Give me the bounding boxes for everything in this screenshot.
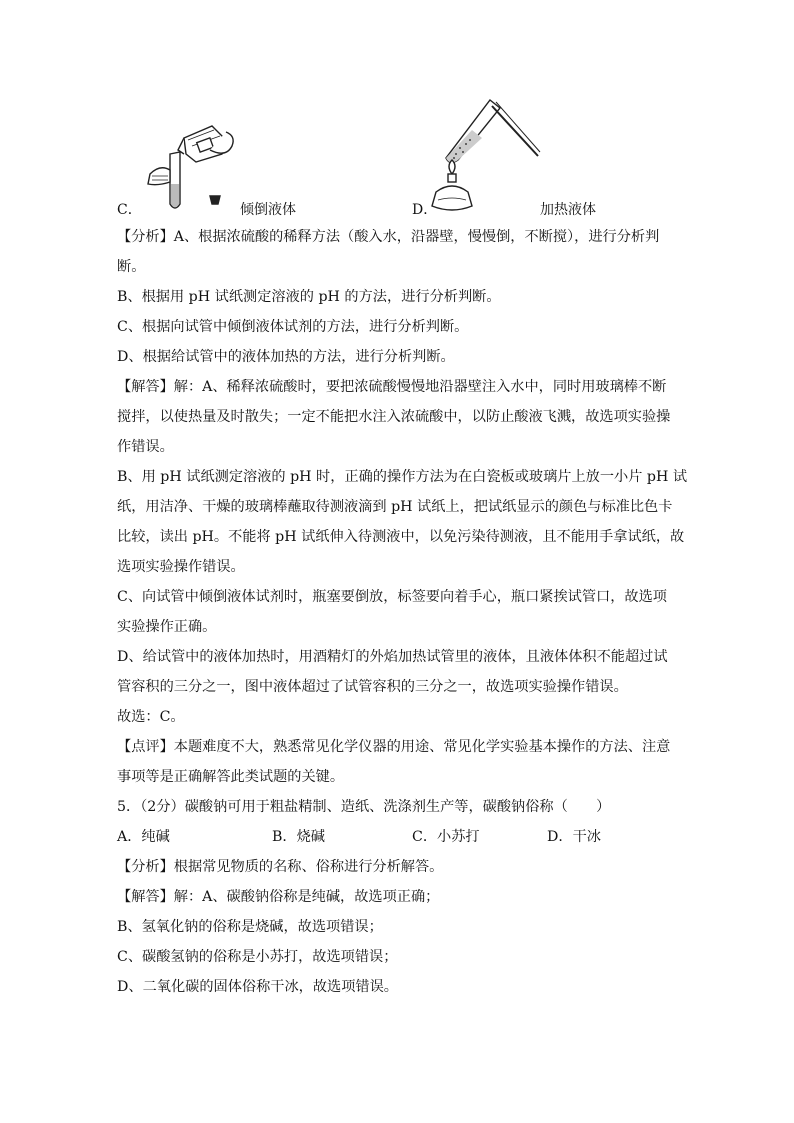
q4-analysis-line-2: 断。 [117, 259, 146, 275]
q4-comment-line-2: 事项等是正确解答此类试题的关键。 [117, 769, 345, 785]
option-d-letter: D． [412, 202, 438, 218]
solution-text [117, 222, 688, 1002]
q4-answer-b-line-3: 比较，读出 pH。不能将 pH 试纸伸入待测液中，以免污染待测液，且不能用手拿试纸，故 [117, 529, 685, 545]
q5-answer-a: 【解答】解：A、碳酸钠俗称是纯碱，故选项正确； [117, 889, 440, 905]
q4-choose: 故选：C。 [117, 709, 185, 725]
q4-answer-a-line-1: 【解答】解：A、稀释浓硫酸时，要把浓硫酸慢慢地沿器壁注入水中，同时用玻璃棒不断 [117, 379, 667, 395]
q4-answer-b-line-4: 选项实验操作错误。 [117, 559, 245, 575]
q5-answer-c: C、碳酸氢钠的俗称是小苏打，故选项错误； [117, 949, 398, 965]
q5-stem: 5．（2分）碳酸钠可用于粗盐精制、造纸、洗涤剂生产等，碳酸钠俗称（ ） [117, 799, 611, 815]
q4-analysis-d: D、根据给试管中的液体加热的方法，进行分析判断。 [117, 349, 455, 365]
q4-answer-b-line-2: 纸，用洁净、干燥的玻璃棒蘸取待测液滴到 pH 试纸上，把试纸显示的颜色与标准比色卡 [117, 499, 673, 515]
q5-answer-d: D、二氧化碳的固体俗称干冰，故选项错误。 [117, 979, 398, 995]
q5-answer-b: B、氢氧化钠的俗称是烧碱，故选项错误； [117, 919, 383, 935]
q5-analysis: 【分析】根据常见物质的名称、俗称进行分析解答。 [117, 859, 444, 875]
q5-choice-b: B．烧碱 [272, 829, 325, 845]
q5-choice-d: D．干冰 [547, 829, 601, 845]
q5-choices [117, 822, 679, 852]
q4-answer-a-line-3: 作错误。 [117, 439, 174, 455]
option-c-caption: 倾倒液体 [240, 202, 296, 218]
pouring-liquid-figure-icon [140, 124, 240, 214]
q4-answer-b-line-1: B、用 pH 试纸测定溶液的 pH 时，正确的操作方法为在白瓷板或玻璃片上放一小片 pH 试 [117, 469, 688, 485]
q4-analysis-b: B、根据用 pH 试纸测定溶液的 pH 的方法，进行分析判断。 [117, 289, 501, 305]
q4-answer-d-line-1: D、给试管中的液体加热时，用酒精灯的外焰加热试管里的液体，且液体体积不能超过试 [117, 649, 668, 665]
option-c-letter: C． [117, 202, 142, 218]
q4-analysis-line-1: 【分析】A、根据浓硫酸的稀释方法（酸入水，沿器壁，慢慢倒，不断搅），进行分析判 [117, 229, 660, 245]
heating-test-tube-figure-icon [430, 96, 545, 214]
q5-choice-c: C．小苏打 [412, 829, 480, 845]
q4-answer-a-line-2: 搅拌，以使热量及时散失；一定不能把水注入浓硫酸中，以防止酸液飞溅，故选项实验操 [117, 409, 671, 425]
q5-choice-a: A．纯碱 [117, 829, 170, 845]
q4-comment-line-1: 【点评】本题难度不大，熟悉常见化学仪器的用途、常见化学实验基本操作的方法、注意 [117, 739, 671, 755]
q4-answer-c-line-2: 实验操作正确。 [117, 619, 217, 635]
q4-answer-d-line-2: 管容积的三分之一，图中液体超过了试管容积的三分之一，故选项实验操作错误。 [117, 679, 628, 695]
q4-analysis-c: C、根据向试管中倾倒液体试剂的方法，进行分析判断。 [117, 319, 469, 335]
option-d-caption: 加热液体 [540, 202, 596, 218]
q4-answer-c-line-1: C、向试管中倾倒液体试剂时，瓶塞要倒放，标签要向着手心，瓶口紧挨试管口，故选项 [117, 589, 667, 605]
